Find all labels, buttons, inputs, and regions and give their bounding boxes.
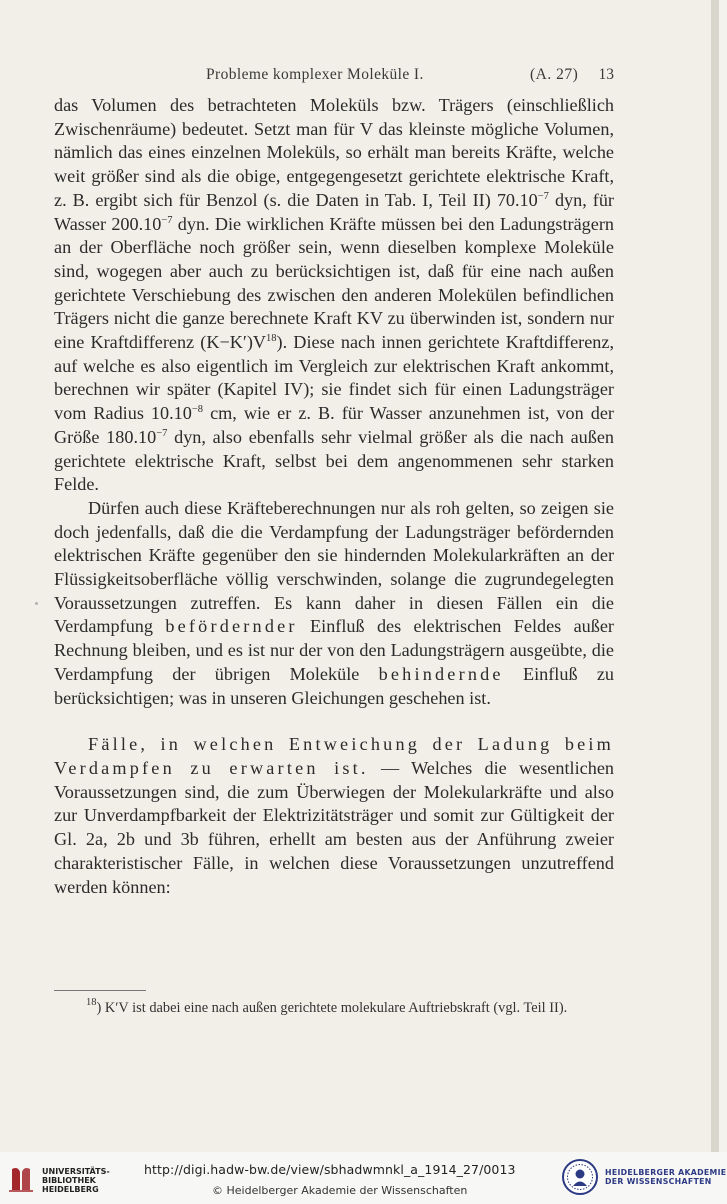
text-run: Einfluß des elektrischen Feldes außer Rechnung bleiben, und es ist nur der von den Ladungsträgern ausgeübte, die Verdampfung der übrigen Moleküle (54, 616, 614, 684)
copyright-notice: © Heidelberger Akademie der Wissenschaften (212, 1184, 468, 1197)
paragraph (54, 94, 614, 497)
text-run: Dürfen auch diese Kräfteberechnungen nur als roh gelten, so zeigen sie doch jedenfalls, daß die die Verdampfung der Ladungsträger befördernden elektrischen Kräfte gegenüber den sie hindernden Molekularkräften an der Flüssigkeitsoberfläche völlig verschwinden, solange die zugrundegelegten Voraussetzungen zutreffen. Es kann daher in diesen Fällen ein die Verdampfung (54, 497, 614, 637)
superscript: −7 (537, 190, 549, 202)
text-run: dyn, also ebenfalls sehr vielmal größer als die nach außen gerichtete elektrische Kraft, selbst bei dem angenommenen sehr starken Felde. (54, 426, 614, 495)
spaced-emphasis: behindernde (378, 663, 504, 684)
running-header (54, 66, 614, 88)
viewer-footer (0, 1152, 727, 1204)
library-name: UNIVERSITÄTS- BIBLIOTHEK HEIDELBERG (42, 1167, 110, 1194)
text-run: dyn, für Wasser 200.10 (54, 189, 614, 234)
academy-seal-icon (561, 1158, 599, 1196)
running-ref: (A. 27) (530, 66, 579, 83)
academy-logo[interactable] (561, 1158, 727, 1198)
paragraph (54, 497, 614, 710)
library-emblem-icon (6, 1164, 36, 1194)
footnote-marker: 18 (86, 997, 97, 1008)
paragraph-gap (54, 710, 614, 733)
superscript: −8 (191, 404, 204, 416)
superscript: 18 (266, 333, 277, 345)
page-edge (711, 0, 719, 1152)
footnote-body: ) K′V ist dabei eine nach außen gerichtete molekulare Auftriebskraft (vgl. Teil II). (96, 1000, 568, 1016)
margin-mark (35, 602, 38, 605)
text-run: dyn. Die wirklichen Kräfte müssen bei den Ladungsträgern an der Oberfläche noch größer sein, wenn dieselben komplexe Moleküle sind, wogegen aber auch zu berücksichtigen ist, daß für eine nach außen gerichtete Verschiebung des zwischen den anderen Molekülen befindlichen Trägers nicht die ganze berechnete Kraft KV zu überwinden ist, sondern nur eine Kraftdifferenz (K−K′)V (54, 213, 614, 353)
superscript: −7 (156, 427, 168, 439)
footnote-text (54, 998, 614, 1019)
page-number: 13 (598, 66, 614, 83)
running-title: Probleme komplexer Moleküle I. (206, 66, 424, 83)
superscript: −7 (161, 214, 173, 226)
body-text (54, 94, 614, 899)
text-run: cm, wie er z. B. für Wasser anzunehmen ist, von der Größe 180.10 (54, 403, 614, 447)
text-run: — Welches die wesentlichen Voraussetzungen sind, die zum Überwiegen der Molekularkräfte und also zur Unverdampfbarkeit der Elektrizitätsträger und somit zur Gültigkeit der Gl. 2a, 2b und 3b führen, erhellt am besten aus der Anführung zweier charakteristischer Fälle, in welchen diese Voraussetzungen unzutreffend werden können: (54, 757, 614, 897)
academy-name: HEIDELBERGER AKADEMIE DER WISSENSCHAFTEN (605, 1168, 727, 1186)
text-run: ). Diese nach innen gerichtete Kraftdifferenz, auf welche es also eigentlich im Vergleich zur elektrischen Kraft ankommt, berechnen wir später (Kapitel IV); sie findet sich für einen Ladungsträger vom Radius 10.10 (54, 332, 615, 424)
library-logo[interactable] (6, 1164, 126, 1196)
footnote-rule (54, 990, 146, 991)
spaced-emphasis: befördernder (165, 616, 298, 637)
page-url[interactable]: http://digi.hadw-bw.de/view/sbhadwmnkl_a_1914_27/0013 (144, 1162, 516, 1177)
text-run: Einfluß zu berücksichtigen; was in unseren Gleichungen geschehen ist. (54, 663, 614, 708)
paragraph (54, 733, 614, 899)
spaced-emphasis: Fälle, in welchen Entweichung der Ladung beim Verdampfen zu erwarten ist. (54, 734, 614, 778)
footnote (54, 998, 614, 1019)
text-run: das Volumen des betrachteten Moleküls bzw. Trägers (einschließlich Zwischenräume) bedeutet. Setzt man für V das kleinste mögliche Volumen, nämlich das eines einzelnen Moleküls, so erhält man bereits Kräfte, welche weit größer sind als die obige, entgegengesetzt gerichtete elektrische Kraft, z. B. ergibt sich für Benzol (s. die Daten in Tab. I, Teil II) 70.10 (54, 95, 614, 210)
